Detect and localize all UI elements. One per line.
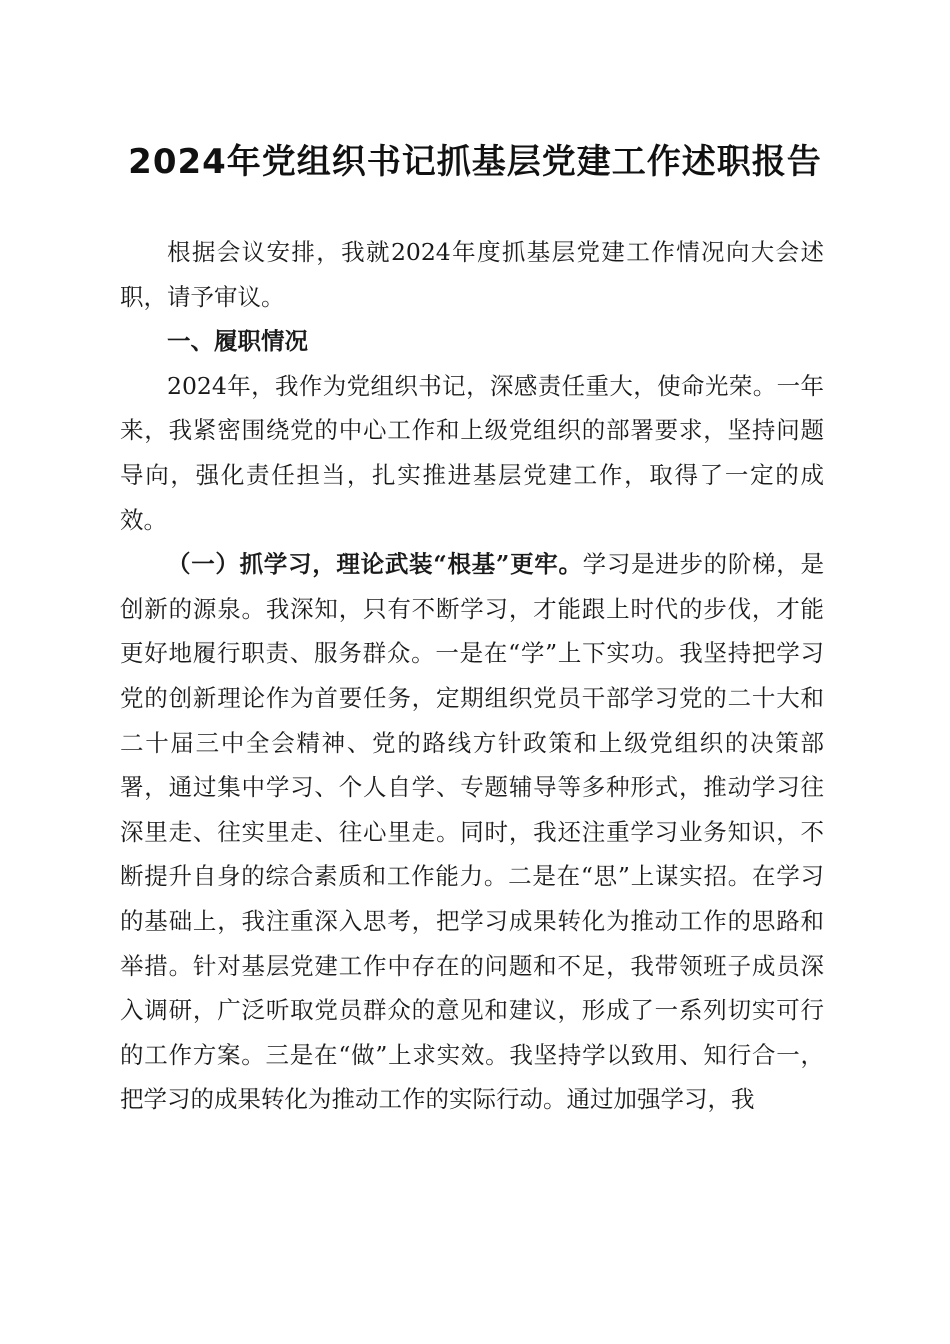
- document-title: 2024年党组织书记抓基层党建工作述职报告: [128, 142, 822, 182]
- intro-paragraph: 根据会议安排，我就2024年度抓基层党建工作情况向大会述职，请予审议。: [120, 238, 824, 311]
- document-body: [120, 230, 824, 1122]
- section-heading-performance: 一、履职情况: [167, 327, 308, 356]
- section-paragraph-overview: 2024年，我作为党组织书记，深感责任重大，使命光荣。一年来，我紧密围绕党的中心工作和上级党组织的部署要求，坚持问题导向，强化责任担当，扎实推进基层党建工作，取得了一定的成效。: [120, 371, 824, 534]
- subsection-body-study: 学习是进步的阶梯，是创新的源泉。我深知，只有不断学习，才能跟上时代的步伐，才能更好地履行职责、服务群众。一是在“学”上下实功。我坚持把学习党的创新理论作为首要任务，定期组织党员干部学习党的二十大和二十届三中全会精神、党的路线方针政策和上级党组织的决策部署，通过集中学习、个人自学、专题辅导等多种形式，推动学习往深里走、往实里走、往心里走。同时，我还注重学习业务知识，不断提升自身的综合素质和工作能力。二是在“思”上谋实招。在学习的基础上，我注重深入思考，把学习成果转化为推动工作的思路和举措。针对基层党建工作中存在的问题和不足，我带领班子成员深入调研，广泛听取党员群众的意见和建议，形成了一系列切实可行的工作方案。三是在“做”上求实效。我坚持学以致用、知行合一，把学习的成果转化为推动工作的实际行动。通过加强学习，我: [120, 550, 824, 1114]
- subsection-paragraph-study: [120, 542, 824, 1122]
- subsection-heading-study: （一）抓学习，理论武装“根基”更牢。: [167, 550, 583, 579]
